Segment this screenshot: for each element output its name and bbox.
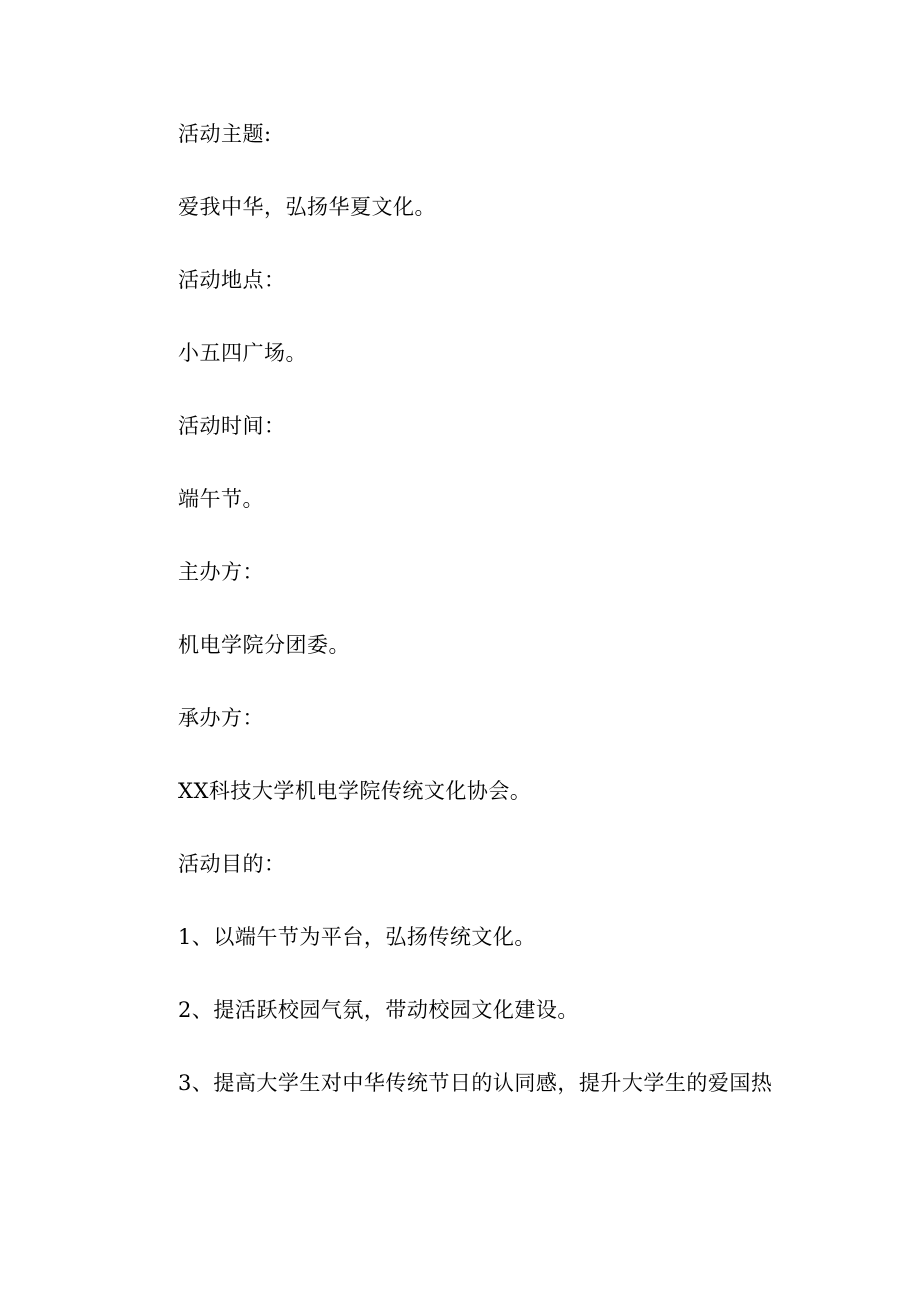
time-text: 端午节。 <box>178 487 264 511</box>
purpose-item-3: 3、提高大学生对中华传统节日的认同感，提升大学生的爱国热 <box>178 1071 773 1095</box>
theme-heading: 活动主题: <box>178 122 272 146</box>
co-organizer-text: XX科技大学机电学院传统文化协会。 <box>178 779 532 803</box>
organizer-text: 机电学院分团委。 <box>178 633 350 657</box>
theme-text: 爱我中华，弘扬华夏文化。 <box>178 195 436 219</box>
location-heading: 活动地点： <box>178 268 286 292</box>
purpose-item-1: 1、以端午节为平台，弘扬传统文化。 <box>178 925 536 949</box>
purpose-heading: 活动目的： <box>178 852 286 876</box>
organizer-heading: 主办方： <box>178 560 264 584</box>
purpose-item-2: 2、提活跃校园气氛，带动校园文化建设。 <box>178 998 579 1022</box>
location-text: 小五四广场。 <box>178 341 307 365</box>
co-organizer-heading: 承办方： <box>178 706 264 730</box>
time-heading: 活动时间： <box>178 414 286 438</box>
